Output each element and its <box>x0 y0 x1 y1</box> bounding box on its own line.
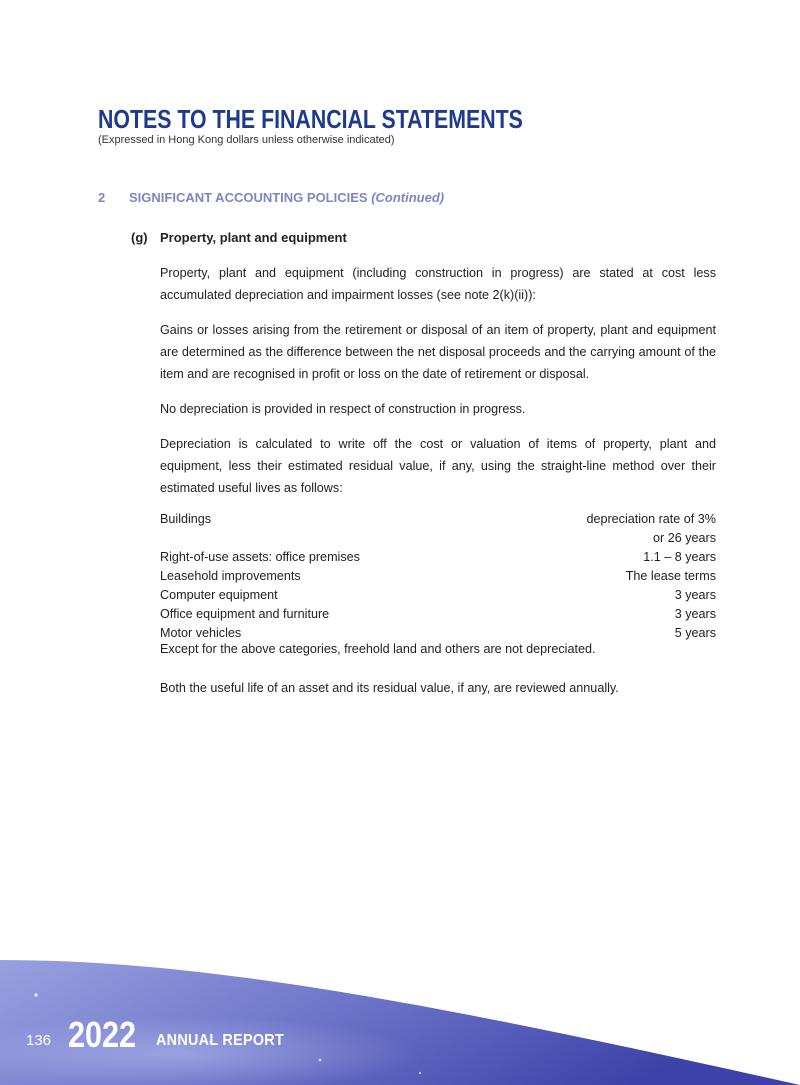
asset-category: Office equipment and furniture <box>160 607 330 621</box>
depreciation-table <box>160 510 716 643</box>
section-title: SIGNIFICANT ACCOUNTING POLICIES <box>129 190 368 205</box>
useful-life: The lease terms <box>625 569 716 583</box>
useful-life: 3 years <box>674 588 716 602</box>
paragraph-cost: Property, plant and equipment (including construction in progress) are stated at cost less accumulated depreciation and impairment losses (see note 2(k)(ii)): <box>160 266 716 302</box>
useful-life <box>586 510 716 548</box>
paragraph-depreciation: Depreciation is calculated to write off the cost or valuation of items of property, plant and equipment, less their estimated residual value, if any, using the straight-line method over their estimated useful lives as follows: <box>160 437 716 495</box>
section-number: 2 <box>98 190 106 205</box>
asset-category: Buildings <box>160 512 212 526</box>
useful-life: 5 years <box>674 626 716 640</box>
sparkle-dot <box>319 1059 322 1062</box>
asset-category: Motor vehicles <box>160 626 242 640</box>
paragraph-review: Both the useful life of an asset and its residual value, if any, are reviewed annually. <box>160 681 619 695</box>
section-heading <box>98 190 444 205</box>
footer-label: ANNUAL REPORT <box>156 1032 285 1049</box>
table-row <box>160 567 716 586</box>
footer-band <box>0 940 800 1085</box>
footer-year: 2022 <box>68 1014 137 1055</box>
table-row <box>160 605 716 624</box>
paragraph-not-depreciated: Except for the above categories, freehold land and others are not depreciated. <box>160 642 596 656</box>
table-row <box>160 586 716 605</box>
page-title: NOTES TO THE FINANCIAL STATEMENTS <box>98 104 523 134</box>
subsection-title: Property, plant and equipment <box>160 230 347 245</box>
subsection-heading <box>131 230 347 245</box>
page-number: 136 <box>26 1032 52 1049</box>
section-continued: (Continued) <box>371 190 445 205</box>
sparkle-dot <box>34 993 37 996</box>
useful-life-line2: or 26 years <box>653 531 716 545</box>
asset-category: Leasehold improvements <box>160 569 301 583</box>
useful-life: 1.1 – 8 years <box>643 550 716 564</box>
subsection-letter: (g) <box>131 230 148 245</box>
asset-category: Computer equipment <box>160 588 278 602</box>
paragraph-gains-losses: Gains or losses arising from the retirement or disposal of an item of property, plant and equipment are determined as the difference between the net disposal proceeds and the carrying amount of the item and are recognised in profit or loss on the date of retirement or disposal. <box>160 323 716 381</box>
table-row <box>160 548 716 567</box>
useful-life-line1: depreciation rate of 3% <box>586 512 716 526</box>
useful-life: 3 years <box>674 607 716 621</box>
asset-category: Right-of-use assets: office premises <box>160 550 360 564</box>
table-row <box>160 510 716 548</box>
paragraph-construction: No depreciation is provided in respect of construction in progress. <box>160 402 526 416</box>
sparkle-dot <box>419 1072 421 1074</box>
page-subtitle: (Expressed in Hong Kong dollars unless otherwise indicated) <box>98 134 395 146</box>
